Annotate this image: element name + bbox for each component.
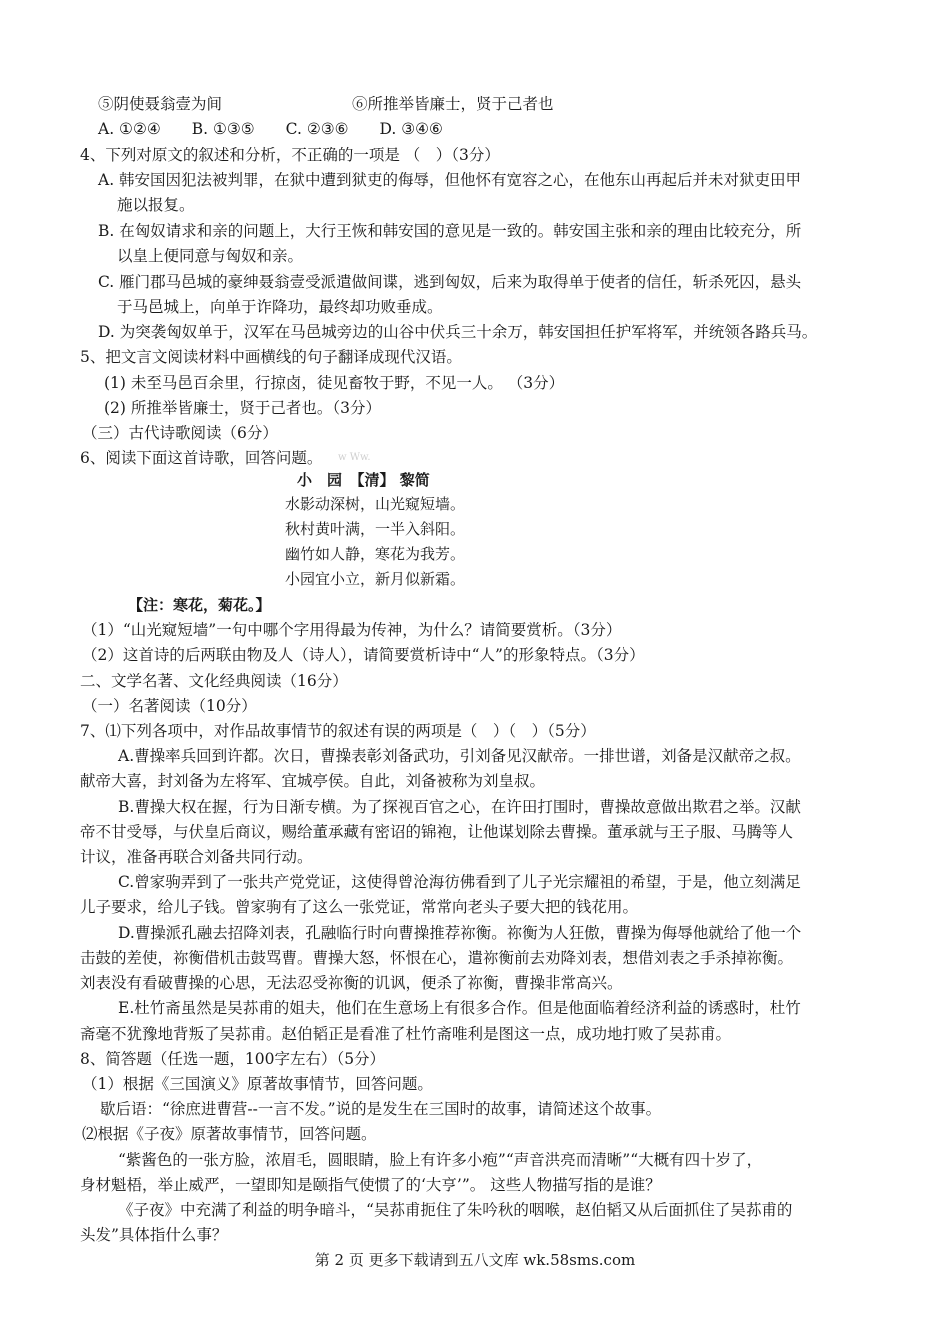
q4-option-a-cont: 施以报复。 <box>117 196 195 214</box>
q7-stem: 7、⑴下列各项中，对作品故事情节的叙述有误的两项是（ ）（ ）（5分） <box>80 722 596 740</box>
q6-item-1: （1）“山光窥短墙”一句中哪个字用得最为传神，为什么？请简要赏析。（3分） <box>82 621 622 639</box>
q5-item-1: (1) 未至马邑百余里，行掠卤，徒见畜牧于野，不见一人。 （3分） <box>104 374 565 392</box>
q7-option-b-cont-1: 帝不甘受辱，与伏皇后商议，赐给董承藏有密诏的锦袍，让他谋划除去曹操。董承就与王子服、马腾等人 <box>80 823 794 841</box>
q7-option-b: B.曹操大权在握，行为日渐专横。为了探视百官之心，在许田打围时，曹操故意做出欺君之举。汉献 <box>118 798 801 816</box>
poem-note: 【注：寒花，菊花。】 <box>128 596 271 614</box>
q7-option-a: A.曹操率兵回到许都。次日，曹操表彰刘备武功，引刘备见汉献帝。一排世谱，刘备是汉献帝之叔。 <box>118 747 801 765</box>
poem-line-2: 秋村黄叶满，一半入斜阳。 <box>285 520 466 538</box>
q7-option-a-cont: 献帝大喜，封刘备为左将军、宜城亭侯。自此，刘备被称为刘皇叔。 <box>80 772 546 790</box>
option-5: ⑤阴使聂翁壹为间 <box>98 95 223 113</box>
page-footer: 第 2 页 更多下载请到五八文库 wk.58sms.com <box>314 1251 636 1269</box>
q4-stem: 4、下列对原文的叙述和分析，不正确的一项是 （ ）（3分） <box>80 146 500 164</box>
section-poetry-heading: （三）古代诗歌阅读（6分） <box>82 424 278 442</box>
q6-stem: 6、阅读下面这首诗歌，回答问题。 <box>80 449 323 467</box>
q4-option-c-cont: 于马邑城上，向单于诈降功，最终却功败垂成。 <box>117 298 443 316</box>
poem-line-4: 小园宜小立，新月似新霜。 <box>285 570 466 588</box>
q8-item-1: （1）根据《三国演义》原著故事情节，回答问题。 <box>82 1075 433 1093</box>
q7-option-e: E.杜竹斋虽然是吴荪甫的姐夫，他们在生意场上有很多合作。但是他面临着经济利益的诱惑时，杜竹 <box>118 999 801 1017</box>
q7-option-c: C.曾家驹弄到了一张共产党党证，这使得曾沧海彷佛看到了儿子光宗耀祖的希望，于是，他立刻满足 <box>118 873 801 891</box>
q7-option-b-cont-2: 计议，准备再联合刘备共同行动。 <box>80 848 313 866</box>
q8-item-2-text-1: “紫酱色的一张方脸，浓眉毛，圆眼睛，脸上有许多小疱”“声音洪亮而清晰”“大概有四十岁了， <box>118 1151 763 1169</box>
poem-line-1: 水影动深树，山光窥短墙。 <box>285 495 466 513</box>
q4-option-b-cont: 以皇上便同意与匈奴和亲。 <box>117 247 304 265</box>
section-classics-heading: （一）名著阅读（10分） <box>82 697 257 715</box>
q8-item-2-text-2: 身材魁梧，举止威严，一望即知是颐指气使惯了的‘大亨’”。 这些人物描写指的是谁？ <box>80 1176 661 1194</box>
q7-option-e-cont: 斋毫不犹豫地背叛了吴荪甫。赵伯韬正是看准了杜竹斋唯利是图这一点，成功地打败了吴荪甫。 <box>80 1025 732 1043</box>
q3-choices: A. ①②④ B. ①③⑤ C. ②③⑥ D. ③④⑥ <box>98 120 443 138</box>
poem-title: 小 园 【清】 黎简 <box>297 471 430 489</box>
q7-option-c-cont: 儿子要求，给儿子钱。曾家驹有了这么一张党证，常常向老头子要大把的钱花用。 <box>80 898 639 916</box>
part-two-heading: 二、文学名著、文化经典阅读（16分） <box>80 672 348 690</box>
q8-item-2-text-4: 头发”具体指什么事？ <box>80 1226 228 1244</box>
q8-item-1-text: 歇后语：“徐庶进曹营--一言不发。”说的是发生在三国时的故事，请简述这个故事。 <box>100 1100 662 1118</box>
watermark-text: w Ww. <box>338 452 371 463</box>
q8-stem: 8、简答题（任选一题，100字左右）（5分） <box>80 1050 386 1068</box>
q4-option-a: A. 韩安国因犯法被判罪，在狱中遭到狱吏的侮辱，但他怀有宽容之心，在他东山再起后并未对狱吏田甲 <box>98 171 802 189</box>
q4-option-b: B. 在匈奴请求和亲的问题上，大行王恢和韩安国的意见是一致的。韩安国主张和亲的理由比较充分，所 <box>98 222 802 240</box>
q5-stem: 5、把文言文阅读材料中画横线的句子翻译成现代汉语。 <box>80 348 462 366</box>
q4-option-d: D. 为突袭匈奴单于，汉军在马邑城旁边的山谷中伏兵三十余万，韩安国担任护军将军，并统领各路兵马。 <box>98 323 818 341</box>
q7-option-d-cont-2: 刘表没有看破曹操的心思，无法忍受祢衡的讥讽，便杀了祢衡，曹操非常高兴。 <box>80 974 623 992</box>
q6-item-2: （2）这首诗的后两联由物及人（诗人），请简要赏析诗中“人”的形象特点。（3分） <box>82 646 645 664</box>
q8-item-2-text-3: 《子夜》中充满了利益的明争暗斗，“吴荪甫扼住了朱吟秋的咽喉，赵伯韬又从后面抓住了吴荪甫的 <box>118 1201 793 1219</box>
q7-option-d: D.曹操派孔融去招降刘表，孔融临行时向曹操推荐祢衡。祢衡为人狂傲，曹操为侮辱他就给了他一个 <box>118 924 802 942</box>
q8-item-2: ⑵根据《子夜》原著故事情节，回答问题。 <box>82 1125 377 1143</box>
q4-option-c: C. 雁门郡马邑城的豪绅聂翁壹受派遣做间谍，逃到匈奴，后来为取得单于使者的信任，斩杀死囚，悬头 <box>98 273 802 291</box>
q5-item-2: (2) 所推举皆廉士，贤于己者也。（3分） <box>104 399 381 417</box>
q7-option-d-cont-1: 击鼓的差使，祢衡借机击鼓骂曹。曹操大怒，怀恨在心，遣祢衡前去劝降刘表，想借刘表之手杀掉祢衡。 <box>80 949 794 967</box>
poem-line-3: 幽竹如人静，寒花为我芳。 <box>285 545 466 563</box>
option-6: ⑥所推举皆廉士，贤于己者也 <box>352 95 554 113</box>
